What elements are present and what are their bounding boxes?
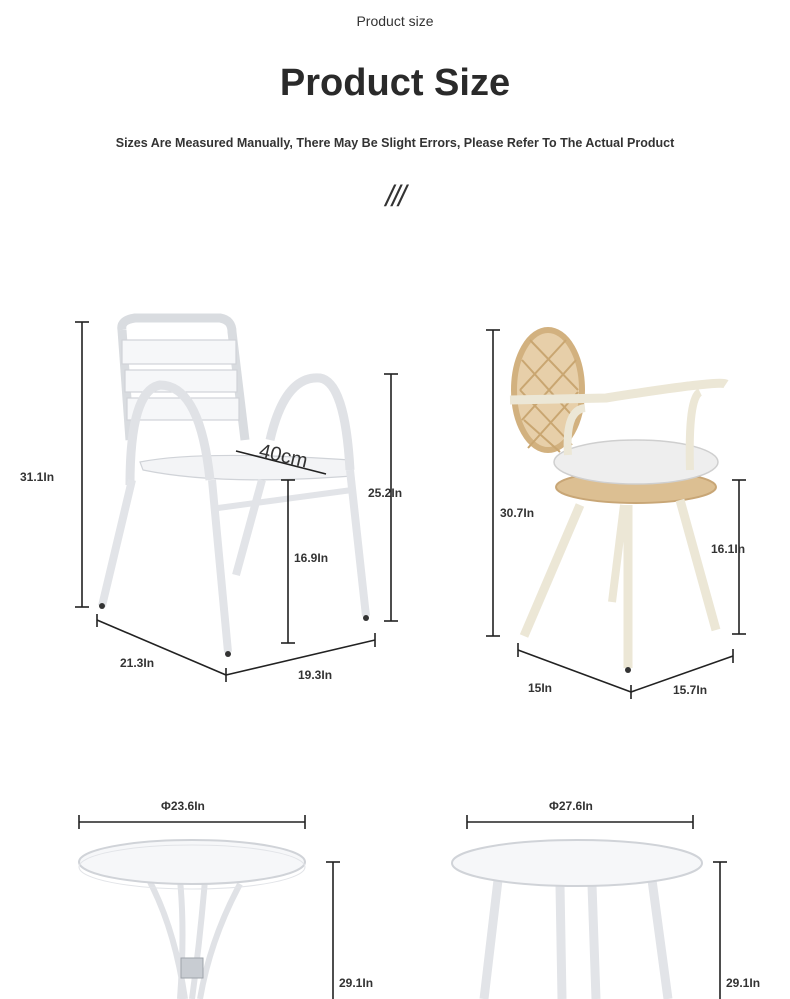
- left-chair-arm-height-label: 25.2In: [368, 486, 403, 500]
- left-chair-width-label: 19.3In: [298, 668, 333, 682]
- divider-slashes: ///: [385, 180, 405, 213]
- left-table-height-label: 29.1In: [339, 976, 374, 990]
- right-chair-depth-label: 15In: [528, 681, 553, 695]
- right-chair-seat-height-label: 16.1In: [711, 542, 746, 556]
- left-chair-seat-height-label: 16.9In: [294, 551, 329, 565]
- aluminum-chair-illustration: [99, 318, 369, 657]
- right-chair-width-label: 15.7In: [673, 683, 708, 697]
- right-table-illustration: [452, 840, 702, 999]
- left-chair-height-label: 31.1In: [20, 470, 55, 484]
- page-title: Product Size: [279, 62, 511, 104]
- left-chair-seat-width-label: 40cm: [257, 440, 310, 473]
- top-label: Product size: [356, 13, 434, 29]
- page-subtitle: Sizes Are Measured Manually, There May Be Slight Errors, Please Refer To The Actual Product: [115, 136, 675, 150]
- left-table-diameter-label: Φ23.6In: [161, 799, 205, 813]
- left-table-illustration: [79, 840, 305, 999]
- rattan-chair-illustration: [510, 330, 726, 673]
- right-table-height-label: 29.1In: [726, 976, 761, 990]
- left-chair-depth-label: 21.3In: [120, 656, 155, 670]
- right-chair-height-label: 30.7In: [500, 506, 535, 520]
- right-table-diameter-label: Φ27.6In: [549, 799, 593, 813]
